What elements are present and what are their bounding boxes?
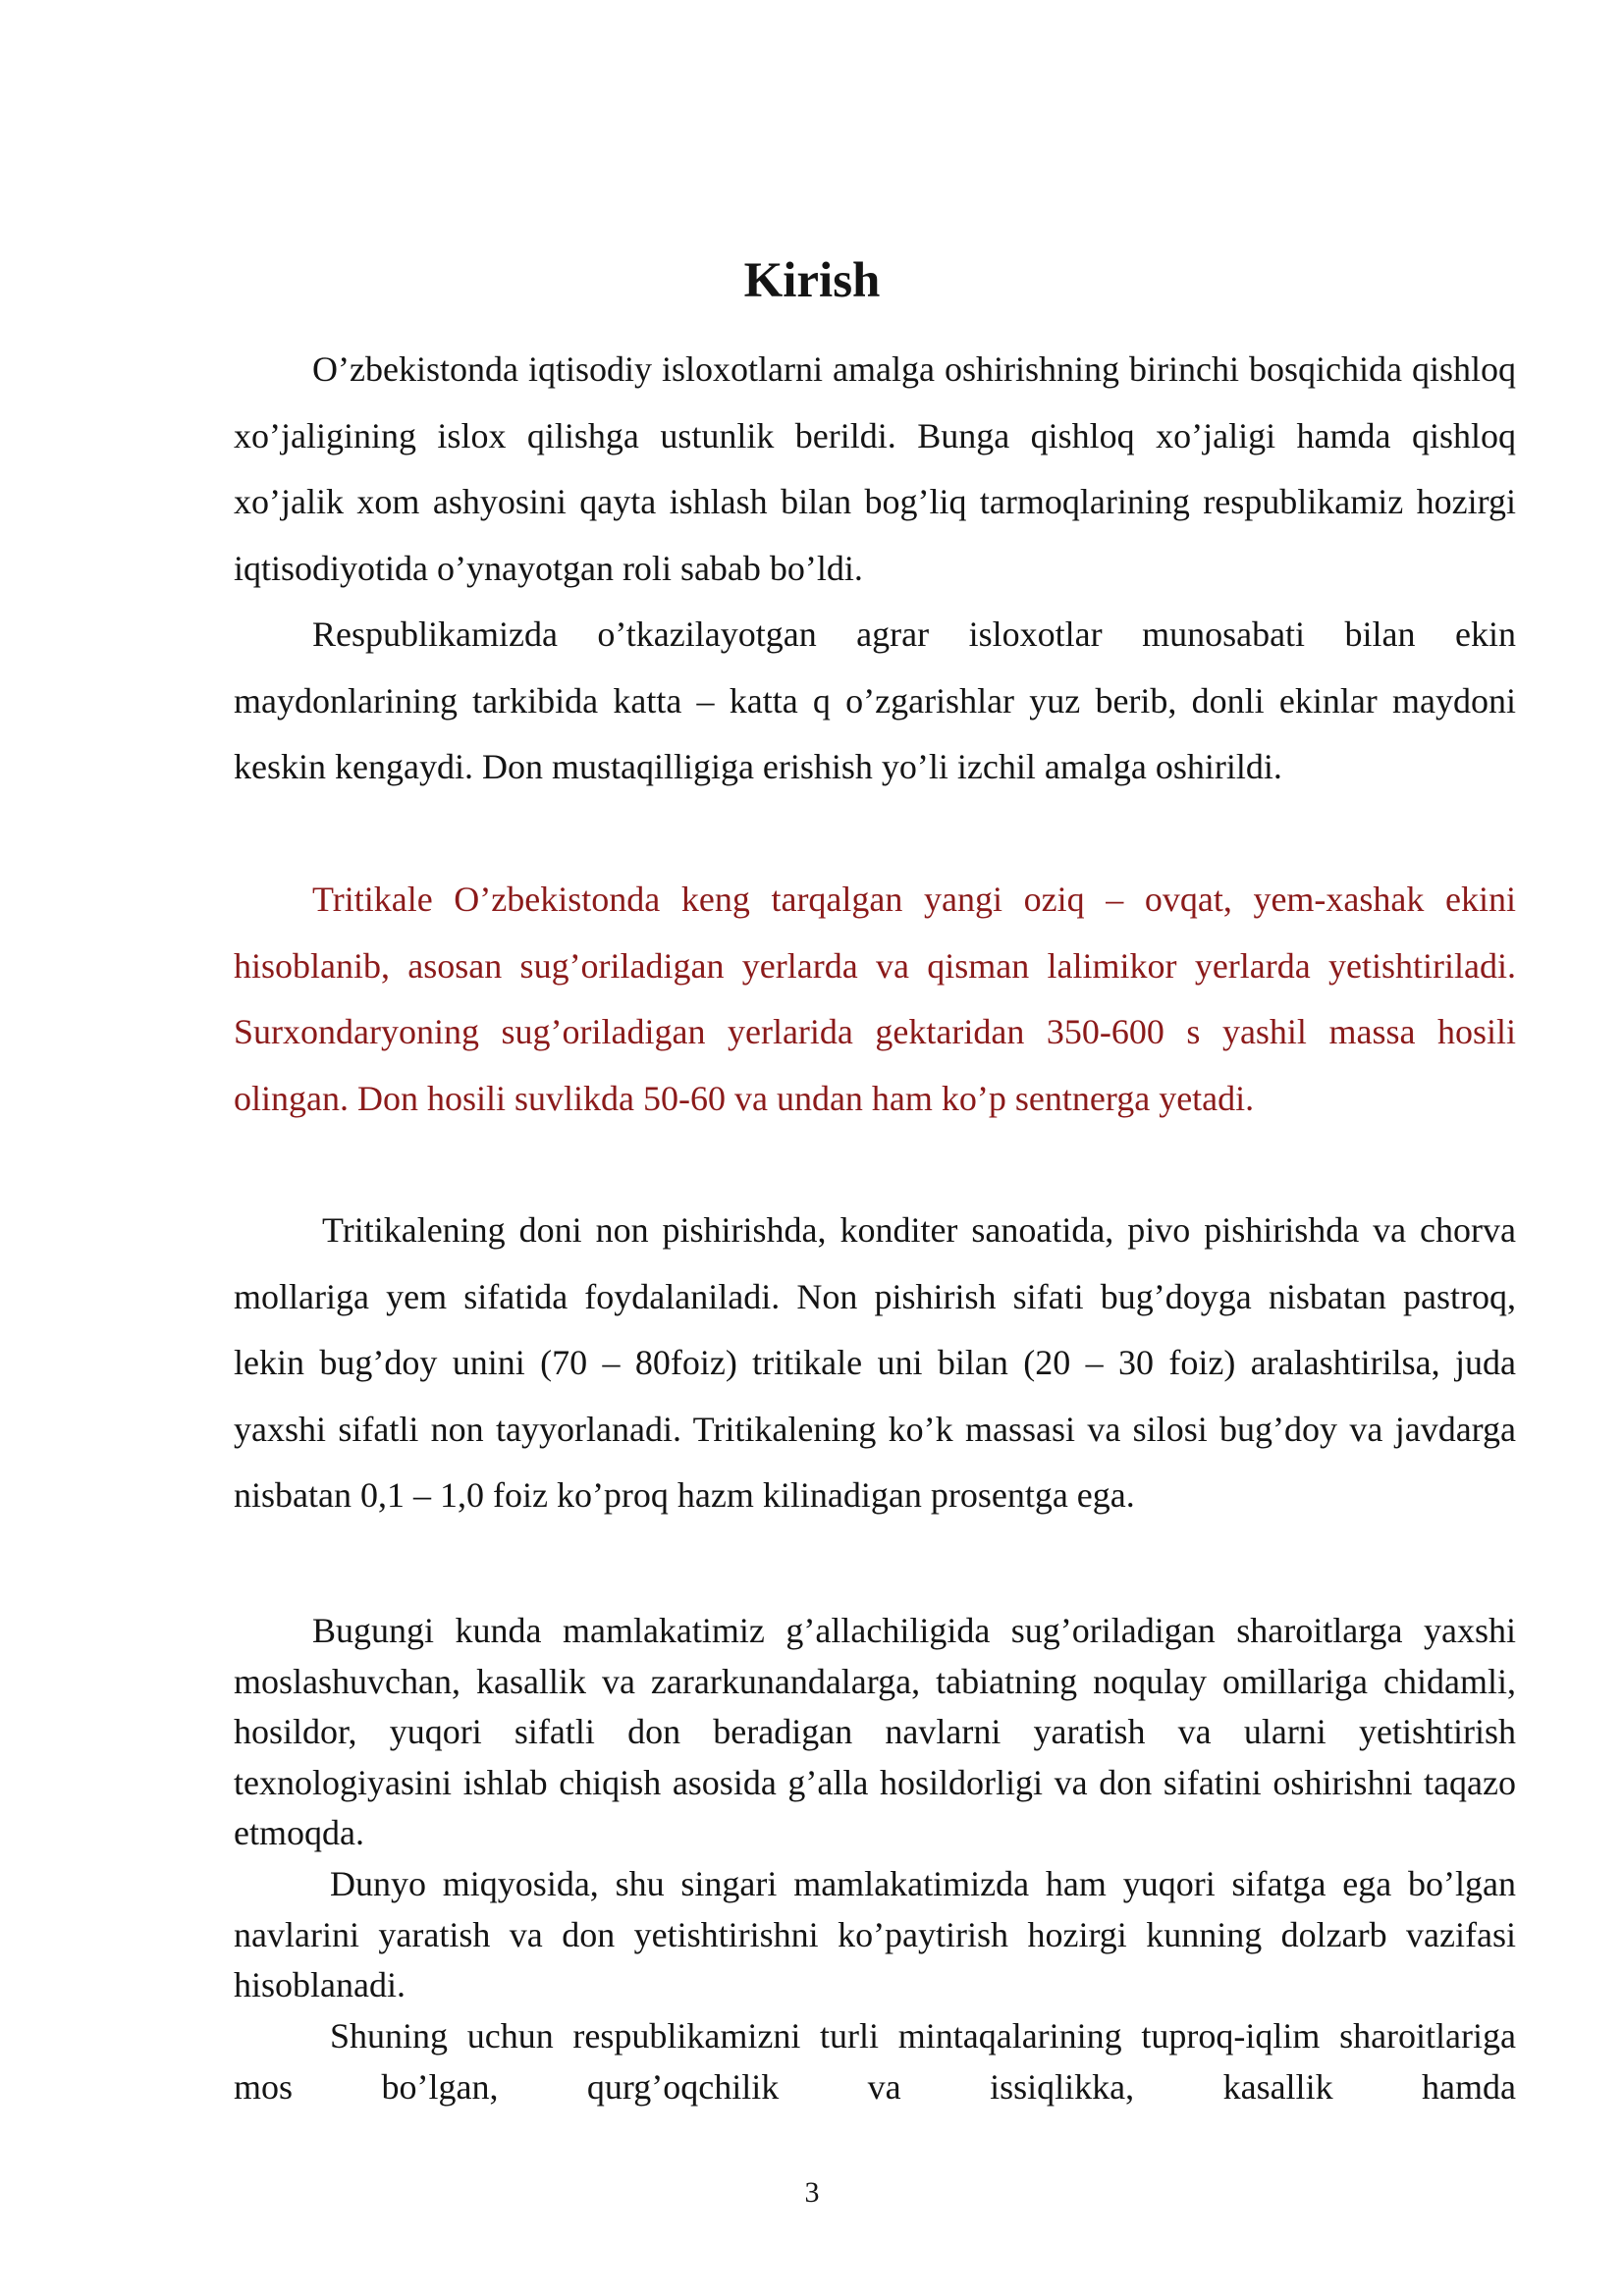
paragraph-1: O’zbekistonda iqtisodiy isloxotlarni amalga oshirishning birinchi bosqichida qishloq xo’jaligining islox qilishga ustunlik berildi. Bunga qishloq xo’jaligi hamda qishloq xo’jalik xom ashyosini qayta ishlash bilan bog’liq tarmoqlarining respublikamiz hozirgi iqtisodiyotida o’ynayotgan roli sabab bo’ldi.: [234, 349, 1516, 588]
paragraph-4: Tritikalening doni non pishirishda, konditer sanoatida, pivo pishirishda va chorva mollariga yem sifatida foydalaniladi. Non pishirish sifati bug’doyga nisbatan pastroq, lekin bug’doy unini (70 – 80foiz) tritikale uni bilan (20 – 30 foiz) aralashtirilsa, juda yaxshi sifatli non tayyorlanadi. Tritikalening ko’k massasi va silosi bug’doy va javdarga nisbatan 0,1 – 1,0 foiz ko’proq hazm kilinadigan prosentga ega.: [234, 1210, 1516, 1515]
paragraph-5: Bugungi kunda mamlakatimiz g’allachiligida sug’oriladigan sharoitlarga yaxshi moslashuvchan, kasallik va zararkunandalarga, tabiatning noqulay omillariga chidamli, hosildor, yuqori sifatli don beradigan navlarni yaratish va ularni yetishtirish texnologiyasini ishlab chiqish asosida g’alla hosildorligi va don sifatini oshirishni taqazo etmoqda.: [234, 1611, 1516, 1852]
paragraph-2: Respublikamizda o’tkazilayotgan agrar isloxotlar munosabati bilan ekin maydonlarining tarkibida katta – katta q o’zgarishlar yuz berib, donli ekinlar maydoni keskin kengaydi. Don mustaqilligiga erishish yo’li izchil amalga oshirildi.: [234, 614, 1516, 786]
paragraph-6: Dunyo miqyosida, shu singari mamlakatimizda ham yuqori sifatga ega bo’lgan navlarini yaratish va don yetishtirishni ko’paytirish hozirgi kunning dolzarb vazifasi hisoblanadi.: [234, 1864, 1516, 2004]
paragraph-7: Shuning uchun respublikamizni turli mintaqalarining tuproq-iqlim sharoitlariga mos bo’lgan, qurg’oqchilik va issiqlikka, kasallik hamda: [234, 2016, 1516, 2107]
page-number: 3: [804, 2176, 820, 2209]
paragraph-3-highlighted: Tritikale O’zbekistonda keng tarqalgan yangi oziq – ovqat, yem-xashak ekini hisoblanib, asosan sug’oriladigan yerlarda va qisman lalimikor yerlarda yetishtiriladi. Surxondaryoning sug’oriladigan yerlarida gektaridan 350-600 s yashil massa hosili olingan. Don hosili suvlikda 50-60 va undan ham ko’p sentnerga yetadi.: [234, 880, 1516, 1118]
page-title: Kirish: [743, 253, 881, 308]
